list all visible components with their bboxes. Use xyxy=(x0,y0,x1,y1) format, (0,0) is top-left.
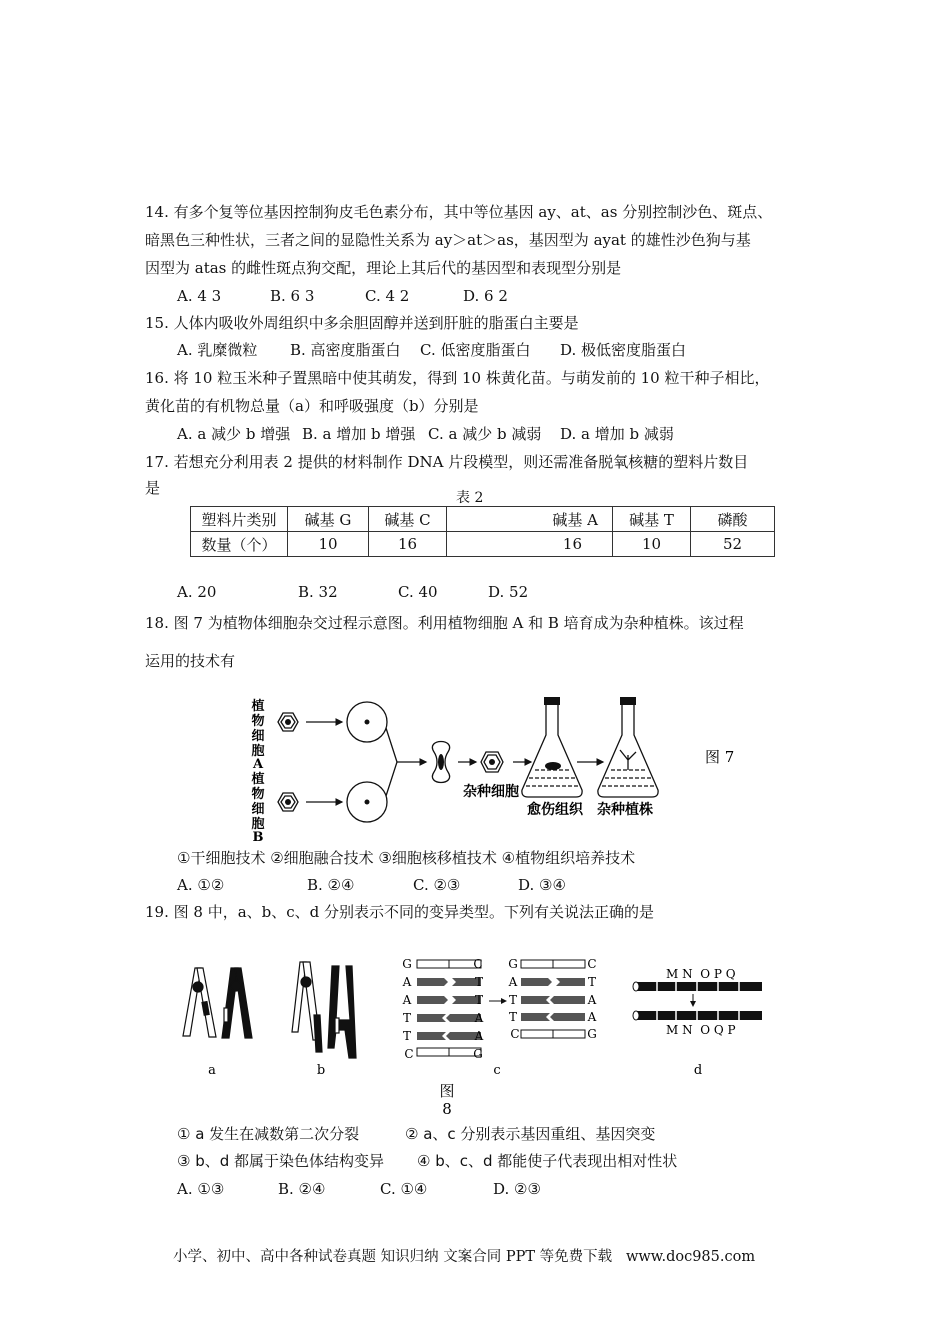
fig7-label-b: B xyxy=(252,830,264,845)
callus-label: 愈伤组织 xyxy=(527,802,583,818)
base-label: G xyxy=(402,957,412,971)
base-label: A xyxy=(474,1029,484,1043)
q16-option-c: C. a 减少 b 减弱 xyxy=(428,425,542,443)
q16-line: 黄化苗的有机物总量（a）和呼吸强度（b）分别是 xyxy=(145,397,479,415)
base-label: T xyxy=(508,993,518,1007)
hybrid-cell-label: 杂种细胞 xyxy=(463,784,519,800)
dna-segment-left xyxy=(417,960,484,1056)
q16-option-a: A. a 减少 b 增强 xyxy=(177,425,291,443)
base-label: T xyxy=(474,975,484,989)
q18-statements: ①干细胞技术 ②细胞融合技术 ③细胞核移植技术 ④植物组织培养技术 xyxy=(177,849,636,867)
base-label: T xyxy=(474,993,484,1007)
q19-statement: ② a、c 分别表示基因重组、基因突变 xyxy=(405,1125,656,1143)
fig7-label-b: 植 xyxy=(251,772,265,787)
q14-option-b: B. 6 3 xyxy=(270,287,315,305)
chromosome-b-icon xyxy=(292,962,356,1058)
q18-option-b: B. ②④ xyxy=(307,876,355,894)
q14-option-c: C. 4 2 xyxy=(365,287,410,305)
q19-statement: ① a 发生在减数第二次分裂 xyxy=(177,1125,360,1143)
q18-option-c: C. ②③ xyxy=(413,876,461,894)
table-cell: 10 xyxy=(613,532,691,557)
base-label: T xyxy=(587,975,597,989)
base-label: G xyxy=(587,1027,597,1041)
base-label: C xyxy=(587,957,597,971)
chromosome-a-icon xyxy=(183,968,252,1038)
base-label: A xyxy=(402,975,412,989)
fig7-label-b: 胞 xyxy=(251,817,265,832)
fig7-label-a: A xyxy=(252,757,264,772)
base-label: A xyxy=(402,993,412,1007)
table-cell: 数量（个） xyxy=(191,532,288,557)
fig7-label-a: 胞 xyxy=(251,744,265,759)
fig7-label-b: 细 xyxy=(251,802,265,817)
base-label: T xyxy=(402,1029,412,1043)
d-top-genes: M N O P Q xyxy=(666,967,736,981)
q18-line: 18. 图 7 为植物体细胞杂交过程示意图。利用植物细胞 A 和 B 培育成为杂种植株。该过程 xyxy=(145,614,744,632)
fig7-label-a: 植 xyxy=(251,699,265,714)
table-cell: 塑料片类别 xyxy=(191,507,288,532)
q14-line: 14. 有多个复等位基因控制狗皮毛色素分布，其中等位基因 ay、at、as 分别控制沙色、斑点、 xyxy=(145,203,773,221)
figure-8-caption: 图 xyxy=(439,1082,455,1100)
q17-line: 17. 若想充分利用表 2 提供的材料制作 DNA 片段模型，则还需准备脱氧核糖的塑料片数目 xyxy=(145,453,749,471)
q17-option-c: C. 40 xyxy=(398,583,438,601)
base-label: A xyxy=(587,993,597,1007)
q16-line: 16. 将 10 粒玉米种子置黑暗中使其萌发，得到 10 株黄化苗。与萌发前的 10 粒干种子相比， xyxy=(145,369,770,387)
figure-label-c: c xyxy=(493,1063,501,1078)
q17-option-d: D. 52 xyxy=(488,583,529,601)
q15-option-c: C. 低密度脂蛋白 xyxy=(420,341,531,359)
q15-stem: 15. 人体内吸收外周组织中多余胆固醇并送到肝脏的脂蛋白主要是 xyxy=(145,314,579,332)
chromosome-d-icon xyxy=(633,982,762,1020)
table-cell: 碱基 A xyxy=(447,507,613,532)
q14-line: 暗黑色三种性状，三者之间的显隐性关系为 ay＞at＞as，基因型为 ayat 的雄性沙色狗与基 xyxy=(145,231,751,249)
q19-option-d: D. ②③ xyxy=(493,1180,541,1198)
d-bottom-genes: M N O Q P xyxy=(666,1023,736,1037)
table-cell: 10 xyxy=(288,532,369,557)
base-label: C xyxy=(473,957,483,971)
figure-label-d: d xyxy=(693,1063,703,1078)
base-label: G xyxy=(473,1047,483,1061)
base-label: G xyxy=(508,957,518,971)
base-label: A xyxy=(474,1011,484,1025)
table-cell: 碱基 C xyxy=(369,507,447,532)
q14-option-d: D. 6 2 xyxy=(463,287,508,305)
q16-option-d: D. a 增加 b 减弱 xyxy=(560,425,674,443)
base-label: A xyxy=(587,1010,597,1024)
table-cell: 碱基 T xyxy=(613,507,691,532)
base-label: T xyxy=(508,1010,518,1024)
base-label: A xyxy=(508,975,518,989)
page-footer: 小学、初中、高中各种试卷真题 知识归纳 文案合同 PPT 等免费下载 www.doc985.com xyxy=(173,1249,756,1265)
base-label: C xyxy=(404,1047,414,1061)
q18-line: 运用的技术有 xyxy=(145,652,236,670)
q18-option-d: D. ③④ xyxy=(518,876,566,894)
q19-option-b: B. ②④ xyxy=(278,1180,326,1198)
q19-option-a: A. ①③ xyxy=(177,1180,225,1198)
fig7-label-a: 物 xyxy=(251,714,265,729)
table-cell: 16 xyxy=(447,532,613,557)
table-cell: 碱基 G xyxy=(288,507,369,532)
q18-option-a: A. ①② xyxy=(177,876,225,894)
q15-option-b: B. 高密度脂蛋白 xyxy=(290,341,401,359)
dna-segment-right xyxy=(521,960,585,1038)
figure-label-a: a xyxy=(208,1063,216,1078)
base-label: T xyxy=(402,1011,412,1025)
base-label: C xyxy=(510,1027,520,1041)
q19-stem: 19. 图 8 中，a、b、c、d 分别表示不同的变异类型。下列有关说法正确的是 xyxy=(145,903,655,921)
q16-option-b: B. a 增加 b 增强 xyxy=(302,425,416,443)
table-cell: 磷酸 xyxy=(691,507,775,532)
figure-label-b: b xyxy=(316,1063,326,1078)
q15-option-a: A. 乳糜微粒 xyxy=(177,341,258,359)
q17-option-a: A. 20 xyxy=(177,583,217,601)
q15-option-d: D. 极低密度脂蛋白 xyxy=(560,341,687,359)
hybrid-plant-label: 杂种植株 xyxy=(597,802,653,818)
figure-7-caption: 图 7 xyxy=(705,748,735,766)
fig7-label-b: 物 xyxy=(251,787,265,802)
fig7-label-a: 细 xyxy=(251,729,265,744)
q17-option-b: B. 32 xyxy=(298,583,338,601)
table-cell: 52 xyxy=(691,532,775,557)
q19-statement: ④ b、c、d 都能使子代表现出相对性状 xyxy=(417,1152,678,1170)
q17-line: 是 xyxy=(145,479,161,497)
figure-8-caption-number: 8 xyxy=(442,1100,452,1118)
q19-option-c: C. ①④ xyxy=(380,1180,428,1198)
table-caption: 表 2 xyxy=(456,490,484,506)
q19-statement: ③ b、d 都属于染色体结构变异 xyxy=(177,1152,385,1170)
q14-option-a: A. 4 3 xyxy=(177,287,222,305)
q14-line: 因型为 atas 的雌性斑点狗交配，理论上其后代的基因型和表现型分别是 xyxy=(145,259,622,277)
table-cell: 16 xyxy=(369,532,447,557)
